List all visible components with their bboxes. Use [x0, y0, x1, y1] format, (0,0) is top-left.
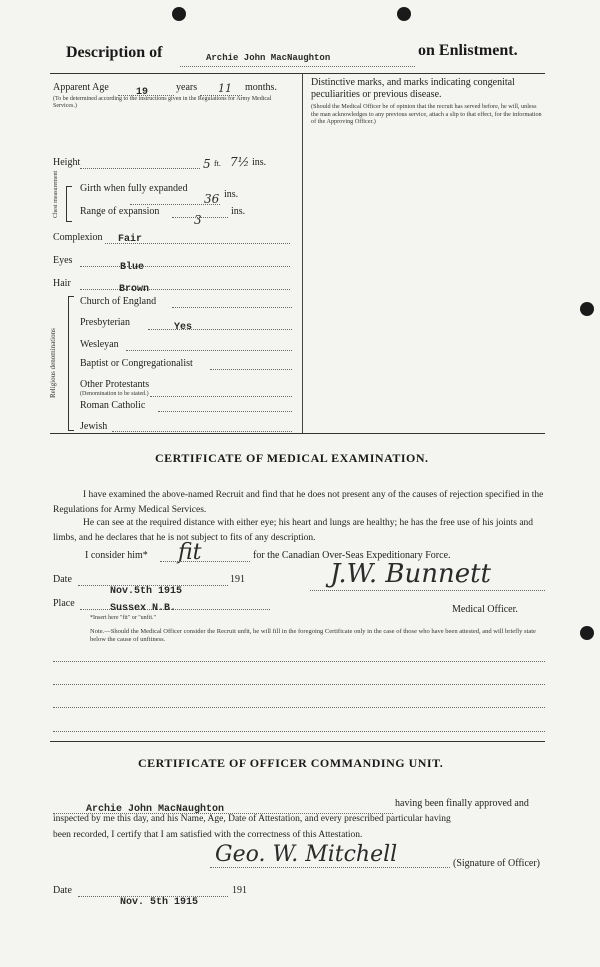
- religion-brace: [68, 296, 74, 431]
- complexion-label: Complexion: [53, 232, 103, 243]
- unfit-line-2: [53, 684, 545, 685]
- section-rule-1: [50, 433, 545, 434]
- eyes-line: [80, 266, 290, 267]
- range-ins-label: ins.: [231, 206, 246, 217]
- commanding-line-3: been recorded, I certify that I am satisfied with the correctness of this Attestation.: [53, 830, 363, 840]
- age-months: 11: [218, 82, 232, 95]
- medical-para-1: [53, 488, 545, 518]
- name-line: [180, 66, 415, 67]
- height-label: Height: [53, 157, 81, 168]
- signature-of-officer-label: (Signature of Officer): [453, 858, 541, 869]
- marks-note: [311, 103, 543, 126]
- fitness-line: [160, 561, 250, 562]
- months-label: months.: [245, 82, 277, 93]
- religion-line-2: [148, 329, 292, 330]
- marks-note-text: (Should the Medical Officer be of opinion that the recruit has served before, he will, unless the man acknowledges to any previous service, attach a slip to that effect, for the information of the Approving Officer.): [311, 103, 542, 125]
- recruit-name: Archie John MacNaughton: [206, 53, 331, 63]
- signature-line: [310, 590, 545, 591]
- height-inches: 7½: [230, 155, 250, 169]
- medical-note-text: Note.—Should the Medical Officer consider the Recruit unfit, he will fill in the foregoing Certificate only in the case of those who have been attested, and will briefly state below the cause of unfitness.: [90, 628, 536, 643]
- age-years: 19: [136, 87, 149, 98]
- place-value: Sussex N.B.: [110, 603, 177, 614]
- medical-date-value: Nov.5th 1915: [110, 586, 183, 597]
- religion-presbyterian-value: Yes: [174, 322, 193, 333]
- unfit-line-1: [53, 661, 545, 662]
- commanding-recruit-name: Archie John MacNaughton: [86, 804, 225, 815]
- height-feet: 5: [203, 157, 211, 171]
- age-note: [53, 96, 293, 110]
- years-label: years: [176, 82, 198, 93]
- hair-value: Brown: [119, 284, 150, 295]
- girth-label: [80, 183, 190, 195]
- girth-label-text: Girth when fully expanded: [80, 183, 188, 194]
- chest-brace: [66, 186, 72, 222]
- commanding-heading: CERTIFICATE OF OFFICER COMMANDING UNIT.: [138, 756, 444, 770]
- hair-line: [80, 289, 290, 290]
- religion-line-6: [158, 411, 292, 412]
- other-protestants-note: (Denomination to be stated.): [80, 391, 149, 397]
- commanding-date-value: Nov. 5th 1915: [120, 897, 199, 908]
- religion-group-label: Religious denominations: [49, 328, 57, 398]
- girth-ins-label: ins.: [224, 189, 239, 200]
- eyes-label: Eyes: [53, 255, 73, 266]
- section-rule-2: [50, 741, 545, 742]
- punch-hole-top: [172, 7, 186, 21]
- eyes-value: Blue: [120, 262, 145, 273]
- unfit-line-4: [53, 731, 545, 732]
- religion-jewish: Jewish: [80, 421, 108, 432]
- hair-label: Hair: [53, 278, 71, 289]
- title-left: Description of: [66, 44, 163, 61]
- religion-line-5: [150, 396, 292, 397]
- medical-note: [90, 628, 545, 644]
- marks-heading: [311, 77, 541, 101]
- commanding-line-1-suffix: having been finally approved and: [395, 798, 529, 809]
- age-note-text: (To be determined according to the instructions given in the Regulations for Army Medical Services.): [53, 96, 272, 109]
- complexion-value: Fair: [118, 234, 143, 245]
- ins-label: ins.: [252, 157, 267, 168]
- commanding-signature-line: [210, 867, 450, 868]
- medical-heading: CERTIFICATE OF MEDICAL EXAMINATION.: [155, 451, 429, 465]
- range-value: 3: [194, 213, 202, 227]
- commanding-date-label: Date: [53, 885, 72, 896]
- medical-para-1-text: I have examined the above-named Recruit and find that he does not present any of the causes of rejection specified in the Regulations for Army Medical Services.: [53, 490, 544, 515]
- religion-wesleyan: Wesleyan: [80, 339, 119, 350]
- medical-year-prefix: 191: [230, 574, 245, 585]
- header-rule: [50, 73, 545, 74]
- height-line: [80, 168, 200, 169]
- age-label: Apparent Age: [53, 82, 109, 93]
- religion-line-3: [126, 350, 292, 351]
- medical-date-label: Date: [53, 574, 72, 585]
- range-label: Range of expansion: [80, 206, 160, 217]
- punch-hole-right-lower: [580, 626, 594, 640]
- marks-heading-text: Distinctive marks, and marks indicating congenital peculiarities or previous disease.: [311, 77, 515, 100]
- consider-suffix: for the Canadian Over-Seas Expeditionary Force.: [253, 550, 451, 561]
- commanding-line-2: inspected by me this day, and his Name, Age, Date of Attestation, and every prescribed particular having: [53, 814, 451, 824]
- fitness-value: fit: [178, 540, 202, 565]
- medical-officer-signature: J.W. Bunnett: [330, 559, 492, 589]
- religion-presbyterian: Presbyterian: [80, 317, 130, 328]
- ft-label: ft.: [214, 159, 221, 168]
- column-divider: [302, 73, 303, 433]
- girth-value: 36: [204, 192, 220, 206]
- commanding-officer-signature: Geo. W. Mitchell: [215, 842, 398, 867]
- religion-roman-catholic: Roman Catholic: [80, 400, 146, 411]
- punch-hole-top-right: [397, 7, 411, 21]
- punch-hole-right: [580, 302, 594, 316]
- medical-officer-label: Medical Officer.: [452, 604, 518, 615]
- religion-baptist: Baptist or Congregationalist: [80, 358, 193, 369]
- title-right: on Enlistment.: [418, 42, 518, 59]
- medical-para-2: [53, 516, 545, 546]
- consider-prefix: I consider him*: [85, 550, 148, 561]
- medical-para-2-text: He can see at the required distance with either eye; his heart and lungs are healthy; he has the free use of his joints and limbs, and he declares that he is not subject to fits of any description.: [53, 518, 534, 543]
- religion-line-1: [172, 307, 292, 308]
- religion-other-protestants: Other Protestants: [80, 379, 150, 390]
- place-label: Place: [53, 598, 75, 609]
- religion-church-of-england: Church of England: [80, 296, 157, 307]
- unfit-line-3: [53, 707, 545, 708]
- religion-line-4: [210, 369, 292, 370]
- insert-note: *Insert here "fit" or "unfit.": [90, 615, 156, 621]
- chest-group-label: Chest measurement: [53, 170, 59, 218]
- religion-line-7: [112, 431, 292, 432]
- commanding-year-prefix: 191: [232, 885, 247, 896]
